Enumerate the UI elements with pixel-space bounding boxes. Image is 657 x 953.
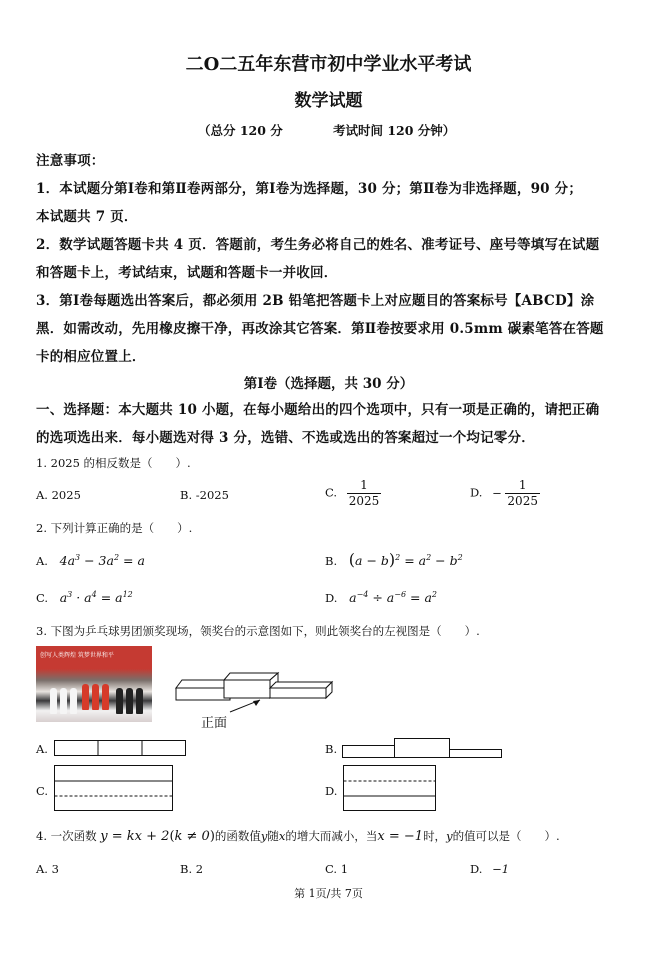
option-label: D. <box>470 862 483 876</box>
math-variable: y <box>446 829 453 843</box>
section-instruction: 的选项选出来．每小题选对得 3 分，选错、不选或选出的答案超过一个均记零分． <box>36 430 535 446</box>
exam-time: 考试时间 120 分钟） <box>333 123 456 138</box>
q4-stem-suffix: 的值可以是（ ）. <box>452 829 560 843</box>
question-4-stem <box>36 828 560 844</box>
q4-stem-prefix: 4. 一次函数 <box>36 829 97 843</box>
q2-option-d <box>325 590 437 605</box>
notice-line: 卡的相应位置上． <box>36 349 146 365</box>
math-expression: x = −1 <box>377 829 424 844</box>
q4-option-a: A. 3 <box>36 862 59 876</box>
q4-option-c: C. 1 <box>325 862 349 876</box>
question-3-stem: 3. 下图为乒乓球男团颁奖现场，领奖台的示意图如下，则此领奖台的左视图是（ ）. <box>36 624 480 638</box>
notice-line: 3．第Ⅰ卷每题选出答案后，都必须用 2B 铅笔把答题卡上对应题目的答案标号【ABCD】涂 <box>36 293 595 309</box>
section-instruction: 一、选择题：本大题共 10 小题，在每小题给出的四个选项中，只有一项是正确的，请把正确 <box>36 402 600 418</box>
q1-option-d <box>470 478 540 509</box>
podium-diagram <box>170 668 340 738</box>
option-label: A. <box>36 554 48 568</box>
minus-sign: − <box>492 485 502 500</box>
math-variable: x <box>278 829 286 843</box>
option-label: C. <box>36 591 49 605</box>
math-expression: $a^{-4} \div a^{-6} = a^2$ <box>349 590 438 605</box>
q4-stem-middle: 的增大而减小，当 <box>285 829 378 843</box>
q1-option-a: A. 2025 <box>36 488 81 502</box>
fraction-numerator: 1 <box>347 478 382 494</box>
q3-option-c-label: C. <box>36 784 49 798</box>
q3-option-d-label: D. <box>325 784 338 798</box>
front-view-label: 正面 <box>201 716 228 731</box>
q3-option-a-figure[interactable] <box>54 740 189 758</box>
q3-option-b-figure[interactable] <box>342 738 504 760</box>
fraction-denominator: 2025 <box>348 494 380 508</box>
fraction-denominator: 2025 <box>507 494 538 508</box>
option-label: C. <box>325 485 338 500</box>
notice-line: 本试题共 7 页． <box>36 209 138 225</box>
math-expression: $a^3 \cdot a^4 = a^{12}$ <box>59 590 133 605</box>
math-expression: $4a^3 - 3a^2 = a$ <box>59 553 145 568</box>
math-variable: y <box>260 829 268 843</box>
notice-line: 2．数学试题答题卡共 4 页．答题前，考生务必将自己的姓名、准考证号、座号等填写在试题 <box>36 237 600 253</box>
notice-line: 黑．如需改动，先用橡皮擦干净，再改涂其它答案．第Ⅱ卷按要求用 0.5mm 碳素笔答在答题 <box>36 321 604 337</box>
option-label: D. <box>325 591 338 605</box>
q2-option-b <box>325 550 463 569</box>
award-ceremony-photo <box>36 646 152 722</box>
math-expression: y = kx + 2(k ≠ 0) <box>100 829 215 844</box>
q1-option-c <box>325 478 381 509</box>
q3-option-a-label: A. <box>36 742 48 756</box>
notice-line: 和答题卡上，考试结束，试题和答题卡一并收回． <box>36 265 338 281</box>
section-heading: 第Ⅰ卷（选择题，共 30 分） <box>243 376 414 392</box>
q2-option-a <box>36 553 145 568</box>
option-label: B. <box>325 554 338 568</box>
q4-stem-middle: 随 <box>267 829 279 843</box>
q4-stem-middle: 时， <box>423 829 447 843</box>
question-2-stem: 2. 下列计算正确的是（ ）. <box>36 521 193 535</box>
q1-option-b: B. -2025 <box>180 488 229 502</box>
q4-option-b: B. 2 <box>180 862 204 876</box>
q2-option-c <box>36 590 133 605</box>
total-score: （总分 120 分 <box>198 123 283 138</box>
exam-title: 二O二五年东营市初中学业水平考试 <box>185 54 472 75</box>
q4-option-d <box>470 862 509 876</box>
notice-line: 1．本试题分第Ⅰ卷和第Ⅱ卷两部分，第Ⅰ卷为选择题，30 分；第Ⅱ卷为非选择题，90 分； <box>36 181 583 197</box>
fraction-numerator: 1 <box>505 478 540 494</box>
exam-subtitle: 数学试题 <box>294 91 363 111</box>
math-expression: −1 <box>492 862 510 876</box>
math-expression: $(a - b)^2 = a^2 - b^2$ <box>348 550 463 569</box>
q3-option-b-label: B. <box>325 742 338 756</box>
q3-option-d-figure[interactable] <box>343 765 439 815</box>
photo-banner: 创写人类辉煌 筑梦世界和平 <box>40 652 114 659</box>
page-number: 第 1页/共 7页 <box>294 887 363 900</box>
q3-option-c-figure[interactable] <box>54 765 176 815</box>
q4-stem-middle: 的函数值 <box>214 829 261 843</box>
option-label: D. <box>470 485 483 500</box>
notice-heading: 注意事项： <box>36 153 105 169</box>
question-1-stem: 1. 2025 的相反数是（ ）. <box>36 456 191 470</box>
